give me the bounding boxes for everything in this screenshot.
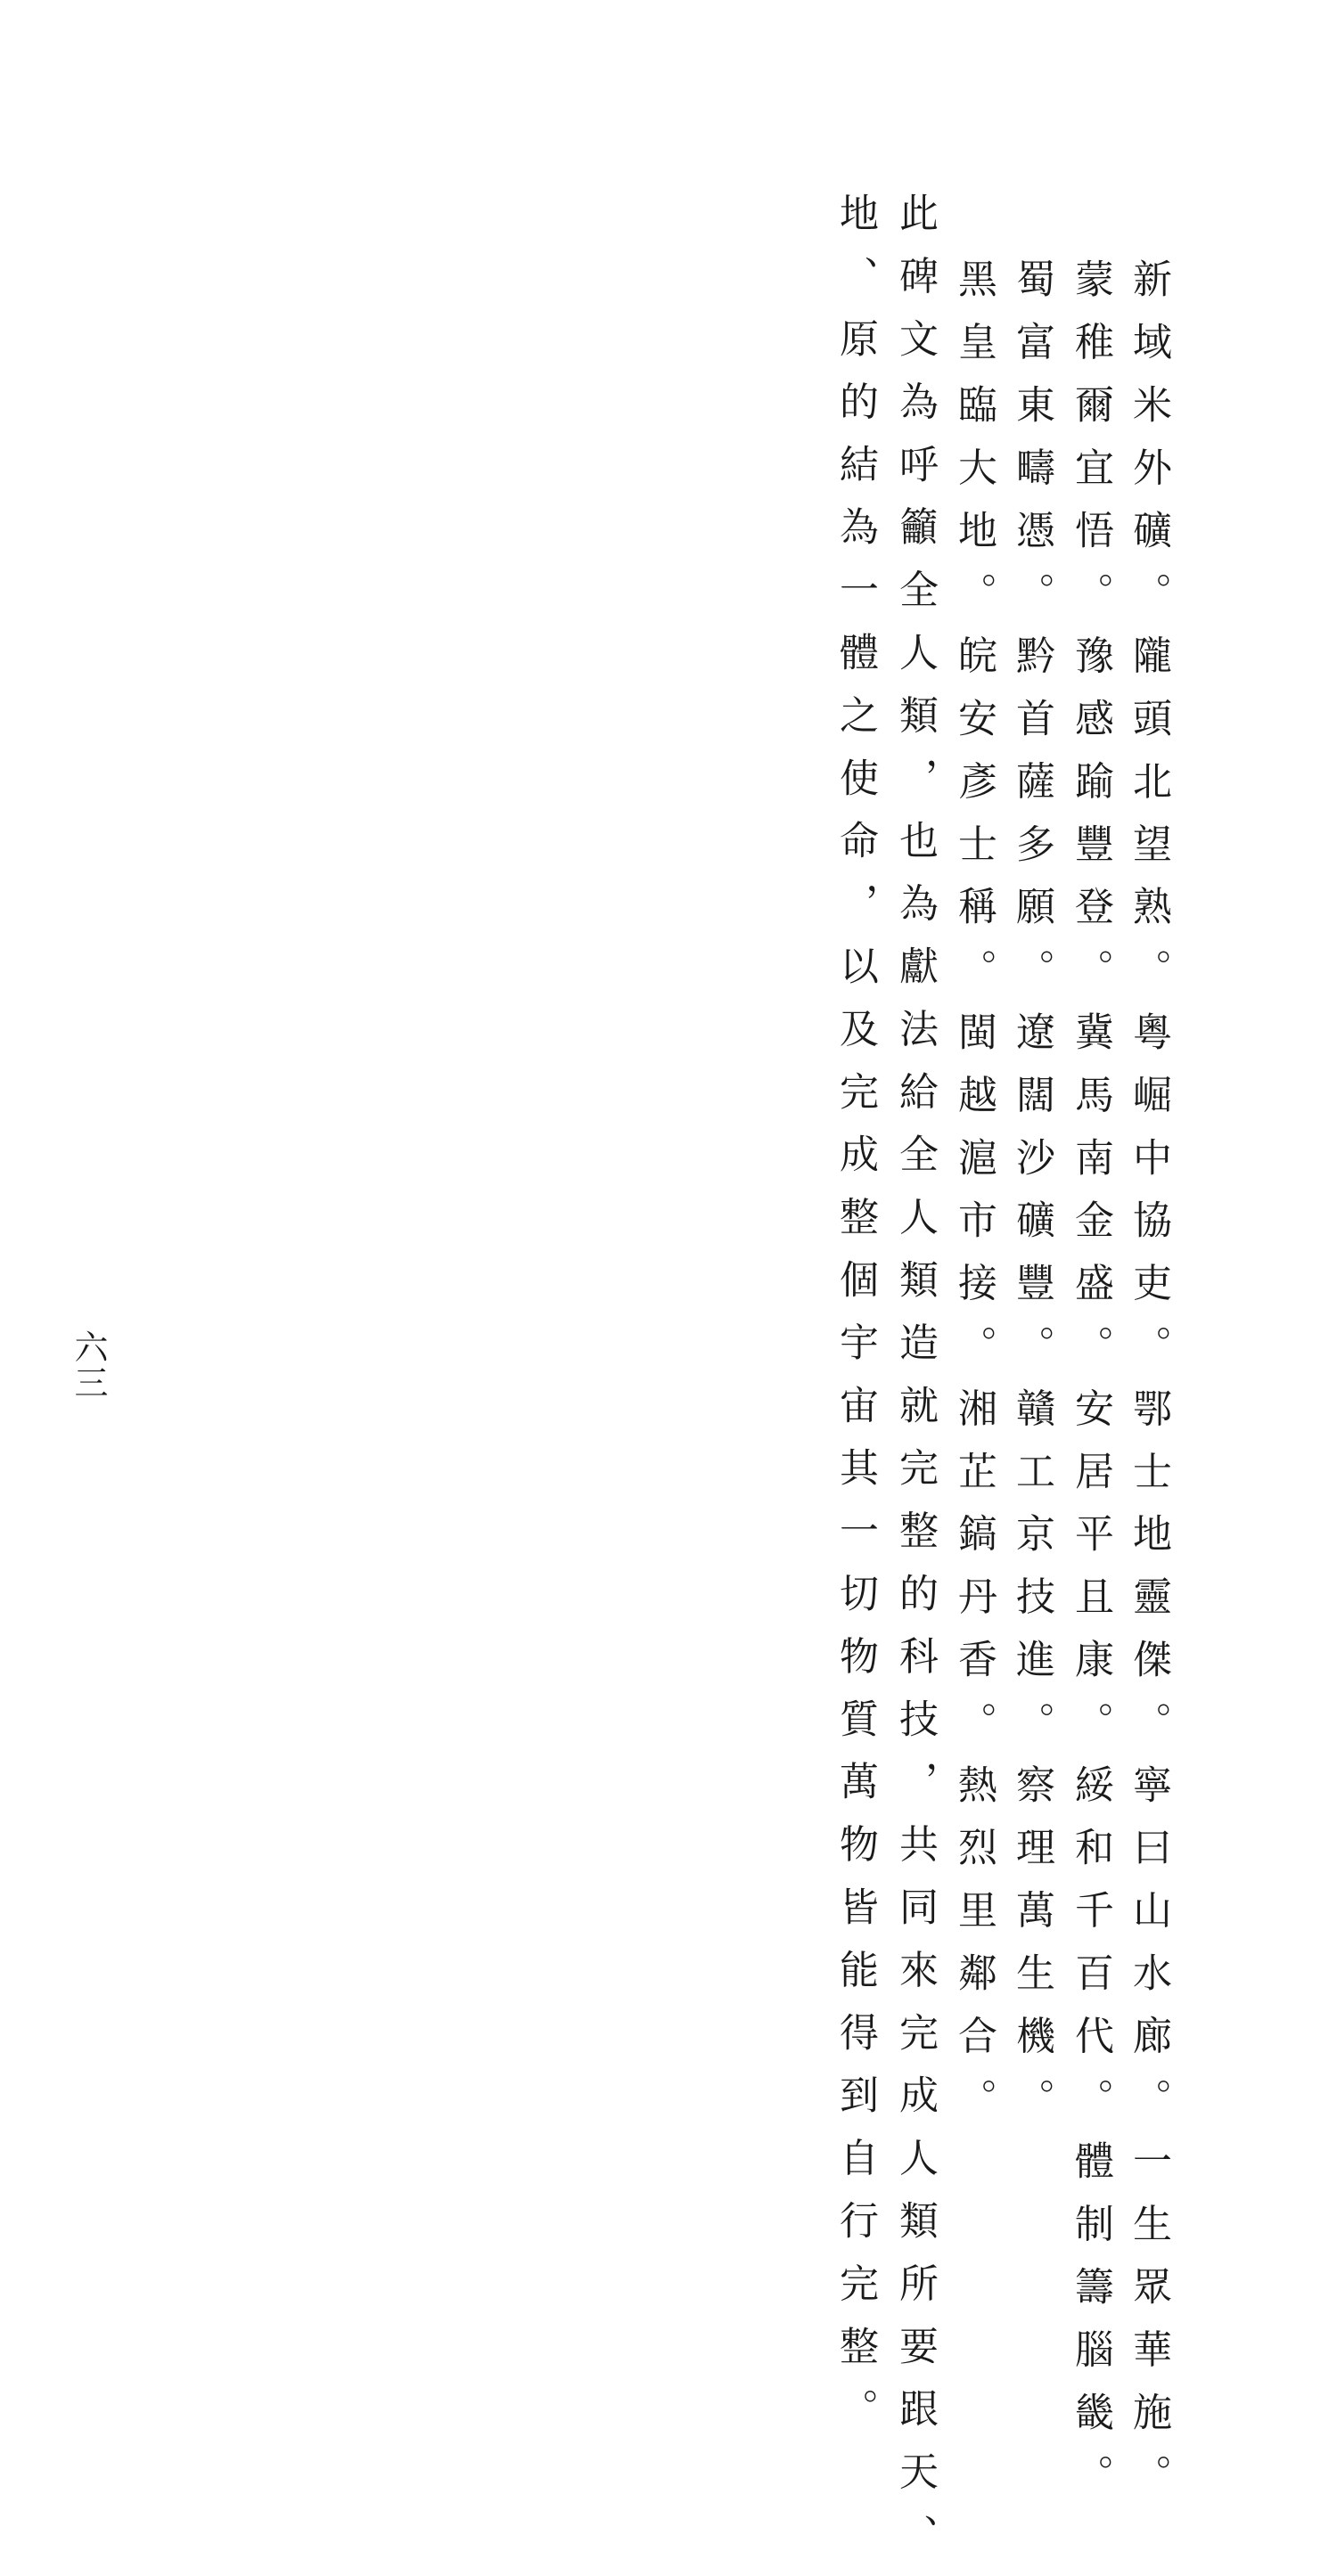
poem-column-4: 黑皇臨大地。皖安彥士稱。閩越滬市接。湘芷鎬丹香。熱烈里鄰合。 [951, 258, 997, 2140]
poem-column-3: 蜀富東疇憑。黔首薩多願。遼闊沙礦豐。贛工京技進。察理萬生機。 [1009, 258, 1054, 2140]
poem-column-1: 新域米外礦。隴頭北望熟。粵崛中協吏。鄂士地靈傑。寧曰山水廊。一生眾華施。 [1126, 258, 1171, 2517]
prose-column-2: 地、原的結為一體之使命，以及完成整個宇宙其一切物質萬物皆能得到自行完整。 [833, 192, 878, 2451]
prose-column-1: 此碑文為呼籲全人類，也為獻法給全人類造就完整的科技，共同來完成人類所要跟天、 [892, 192, 938, 2576]
poem-column-2: 蒙稚爾宜悟。豫感踰豐登。冀馬南金盛。安居平且康。綏和千百代。體制籌腦畿。 [1068, 258, 1113, 2517]
page-number: 六三 [69, 1329, 108, 1401]
